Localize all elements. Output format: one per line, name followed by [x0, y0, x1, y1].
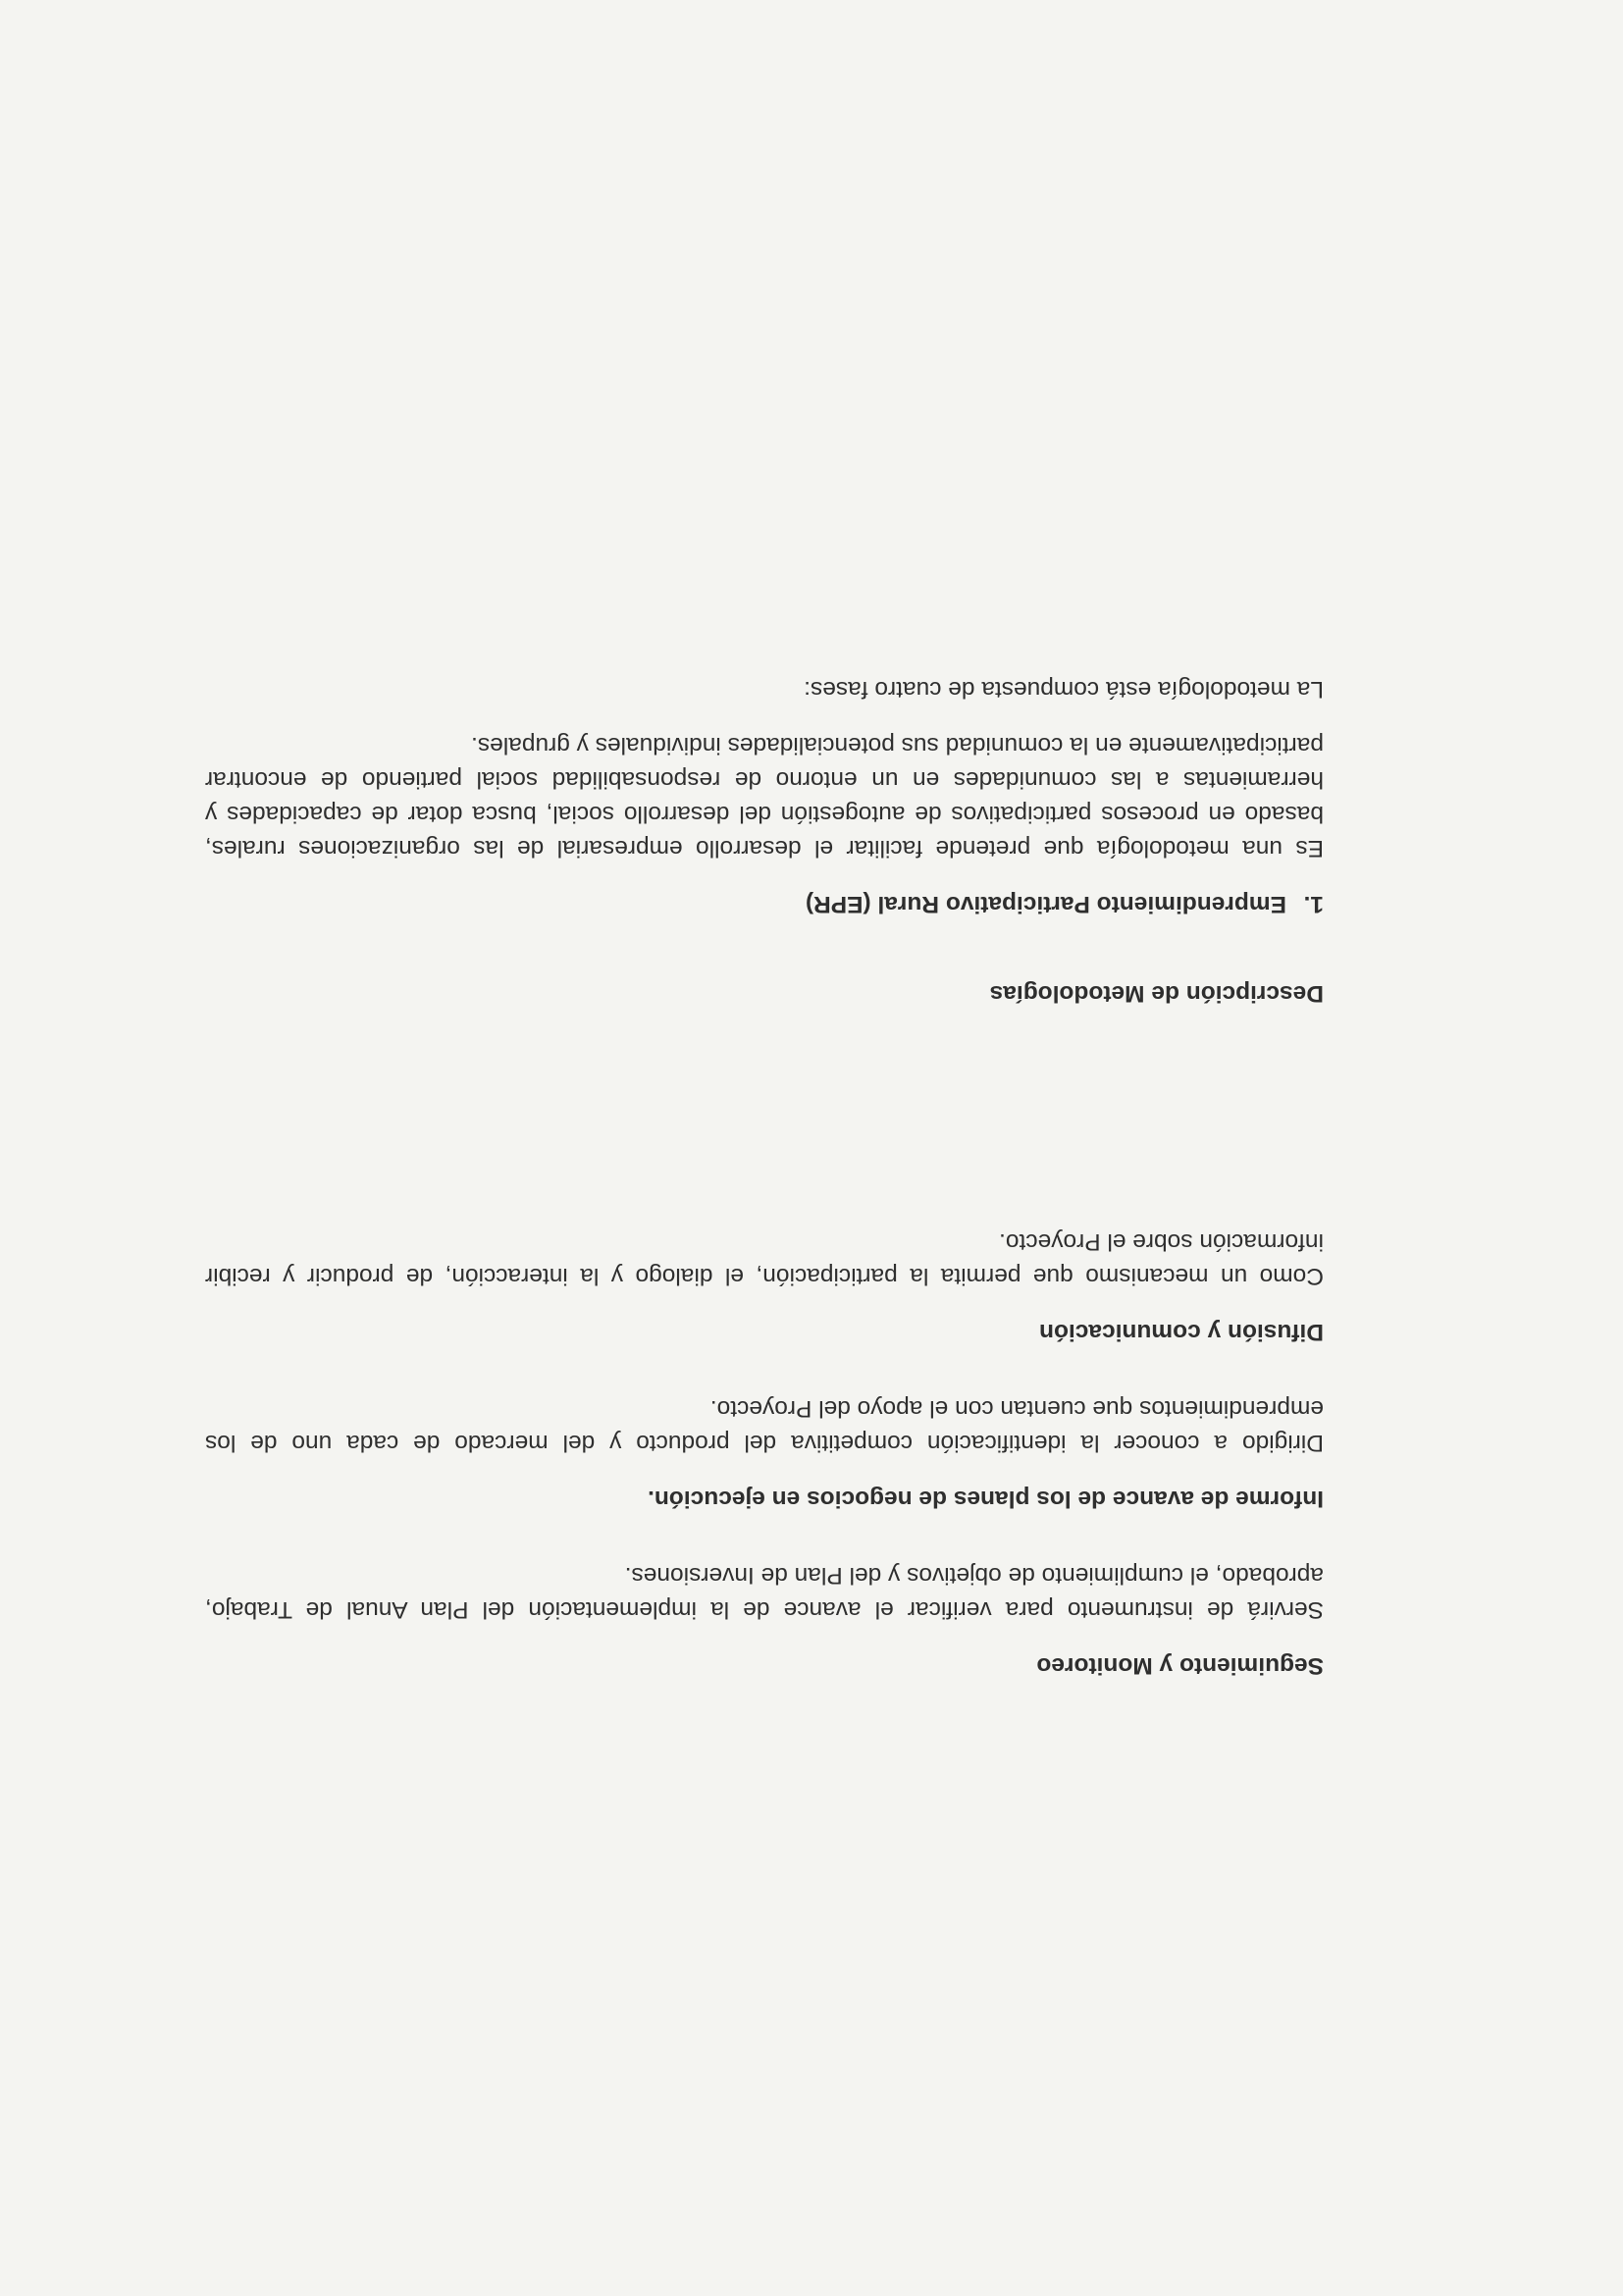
methodology-item-title	[205, 887, 1324, 921]
section-difusion	[205, 1225, 1324, 1349]
section-heading: Descripción de Metodologías	[989, 980, 1324, 1007]
section-heading: Informe de avance de los planes de negocios en ejecución.	[648, 1486, 1324, 1512]
section-body: Servirá de instrumento para verificar el avance de la implementación del Plan Anual de Trabajo, aprobado, el cumplimiento de objetivos y del Plan de Inversiones.	[205, 1562, 1324, 1623]
section-seguimiento	[205, 1558, 1324, 1683]
spiral-binding	[1554, 0, 1623, 2296]
item-number: 1.	[1303, 891, 1324, 917]
section-heading: Difusión y comunicación	[1039, 1319, 1324, 1345]
section-metodologias	[205, 672, 1324, 1011]
section-body: Dirigido a conocer la identificación competitiva del producto y del mercado de cada uno de los emprendimientos que cuentan con el apoyo del Proyecto.	[205, 1395, 1324, 1456]
methodology-body: Es una metodología que pretende facilitar el desarrollo empresarial de las organizaciones rurales, basado en procesos participativos de autogestión del desarrollo social, busca dotar de capacidades y herramientas a las comunidades en un entorno de responsabilidad social partiendo de encontrar participativamente en la comunidad sus potencialidades individuales y grupales.	[205, 732, 1324, 861]
section-heading: Seguimiento y Monitoreo	[1036, 1652, 1324, 1679]
phases-intro: La metodología está compuesta de cuatro fases:	[804, 676, 1324, 703]
section-body: Como un mecanismo que permita la participación, el dialogo y la interacción, de producir y recibir información sobre el Proyecto.	[205, 1228, 1324, 1289]
section-informe	[205, 1391, 1324, 1516]
item-title: Emprendimiento Participativo Rural (EPR)	[805, 891, 1286, 917]
